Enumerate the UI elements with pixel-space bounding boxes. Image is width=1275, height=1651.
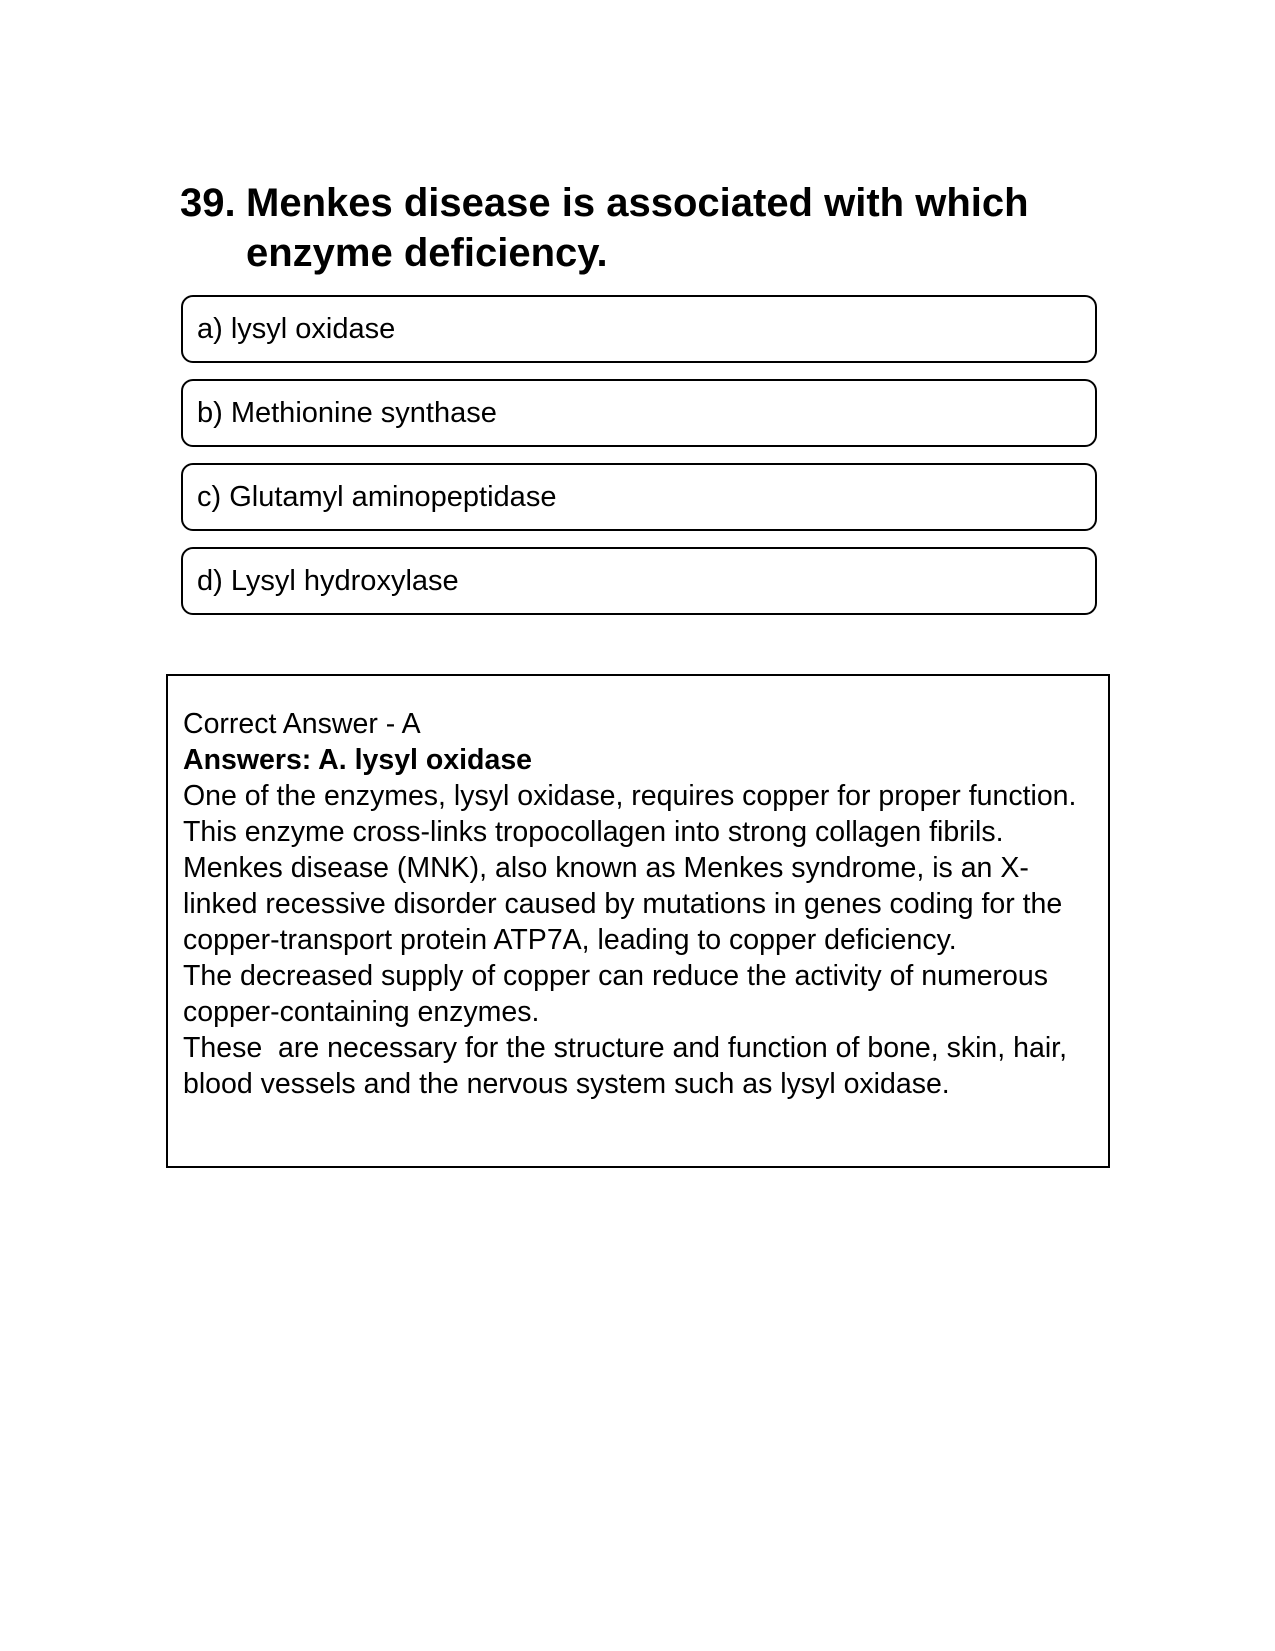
answer-heading: Answers: A. lysyl oxidase <box>183 744 533 776</box>
question-text: Menkes disease is associated with which enzyme deficiency. <box>246 181 1029 275</box>
question-heading <box>180 178 1110 278</box>
explanation-paragraph-4: These are necessary for the structure and function of bone, skin, hair, blood vessels and the nervous system such as lysyl oxidase. <box>183 1032 1075 1100</box>
option-b[interactable]: b) Methionine synthase <box>181 379 1097 447</box>
option-d[interactable]: d) Lysyl hydroxylase <box>181 547 1097 615</box>
options-list <box>181 295 1097 631</box>
answer-explanation-box <box>166 674 1110 1168</box>
question-number: 39. <box>180 181 236 225</box>
explanation-paragraph-2: Menkes disease (MNK), also known as Menkes syndrome, is an X-linked recessive disorder caused by mutations in genes coding for the copper-transport protein ATP7A, leading to copper deficiency. <box>183 852 1063 956</box>
option-c[interactable]: c) Glutamyl aminopeptidase <box>181 463 1097 531</box>
explanation-paragraph-1: One of the enzymes, lysyl oxidase, requires copper for proper function. This enzyme cross-links tropocollagen into strong collagen fibrils. <box>183 780 1077 848</box>
explanation-paragraph-3: The decreased supply of copper can reduce the activity of numerous copper-containing enzymes. <box>183 960 1048 1028</box>
option-a[interactable]: a) lysyl oxidase <box>181 295 1097 363</box>
correct-answer-line: Correct Answer - A <box>183 708 421 740</box>
